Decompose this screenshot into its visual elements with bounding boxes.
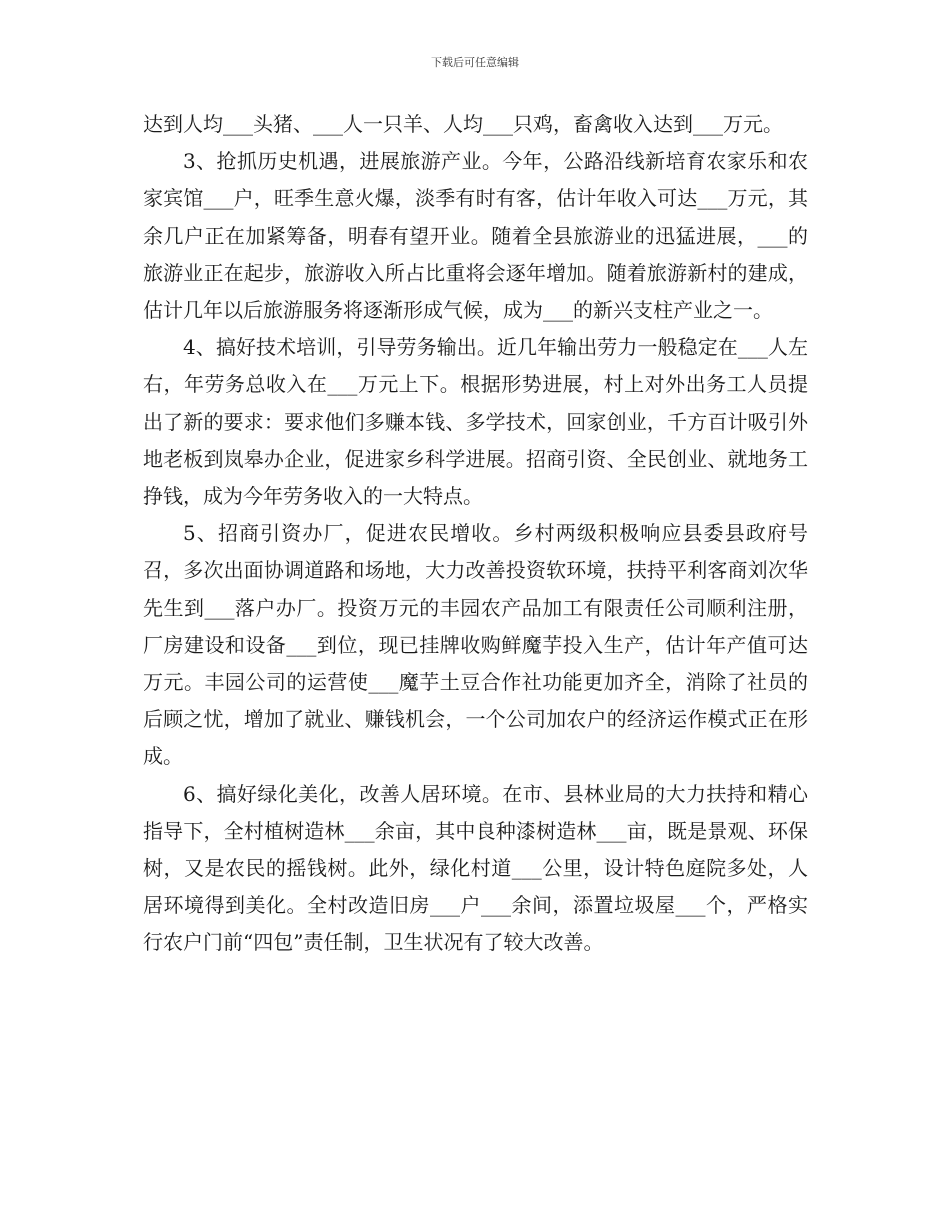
paragraph-livestock: 达到人均___头猪、___人一只羊、人均___只鸡，畜禽收入达到___万元。 (143, 112, 783, 136)
paragraph-labor-training: 4、搞好技术培训，引导劳务输出。近几年输出劳力一般稳定在___人左右，年劳务总收入在___万元上下。根据形势进展，村上对外出务工人员提出了新的要求：要求他们多赚本钱、多学技术，回家创业，千方百计吸引外地老板到岚皋办企业，促进家乡科学进展。招商引资、全民创业、就地务工挣钱，成为今年劳务收入的一大特点。 (143, 335, 808, 509)
paragraph-greening: 6、搞好绿化美化，改善人居环境。在市、县林业局的大力扶持和精心指导下，全村植树造林___余亩，其中良种漆树造林___亩，既是景观、环保树，又是农民的摇钱树。此外，绿化村道___公里，设计特色庭院多处，人居环境得到美化。全村改造旧房___户___余间，添置垃圾屋___个，严格实行农户门前“四包”责任制，卫生状况有了较大改善。 (143, 781, 808, 955)
paragraph-tourism: 3、抢抓历史机遇，进展旅游产业。今年，公路沿线新培育农家乐和农家宾馆___户，旺季生意火爆，淡季有时有客，估计年收入可达___万元，其余几户正在加紧筹备，明春有望开业。随着全县旅游业的迅猛进展，___的旅游业正在起步，旅游收入所占比重将会逐年增加。随着旅游新村的建成，估计几年以后旅游服务将逐渐形成气候，成为___的新兴支柱产业之一。 (143, 149, 808, 323)
paragraph-investment: 5、招商引资办厂，促进农民增收。乡村两级积极响应县委县政府号召，多次出面协调道路和场地，大力改善投资软环境，扶持平利客商刘次华先生到___落户办厂。投资万元的丰园农产品加工有限责任公司顺利注册，厂房建设和设备___到位，现已挂牌收购鲜魔芋投入生产，估计年产值可达万元。丰园公司的运营使___魔芋土豆合作社功能更加齐全，消除了社员的后顾之忧，增加了就业、赚钱机会，一个公司加农户的经济运作模式正在形成。 (143, 521, 808, 769)
document-body (143, 106, 808, 962)
page-header: 下载后可任意编辑 (431, 56, 519, 69)
